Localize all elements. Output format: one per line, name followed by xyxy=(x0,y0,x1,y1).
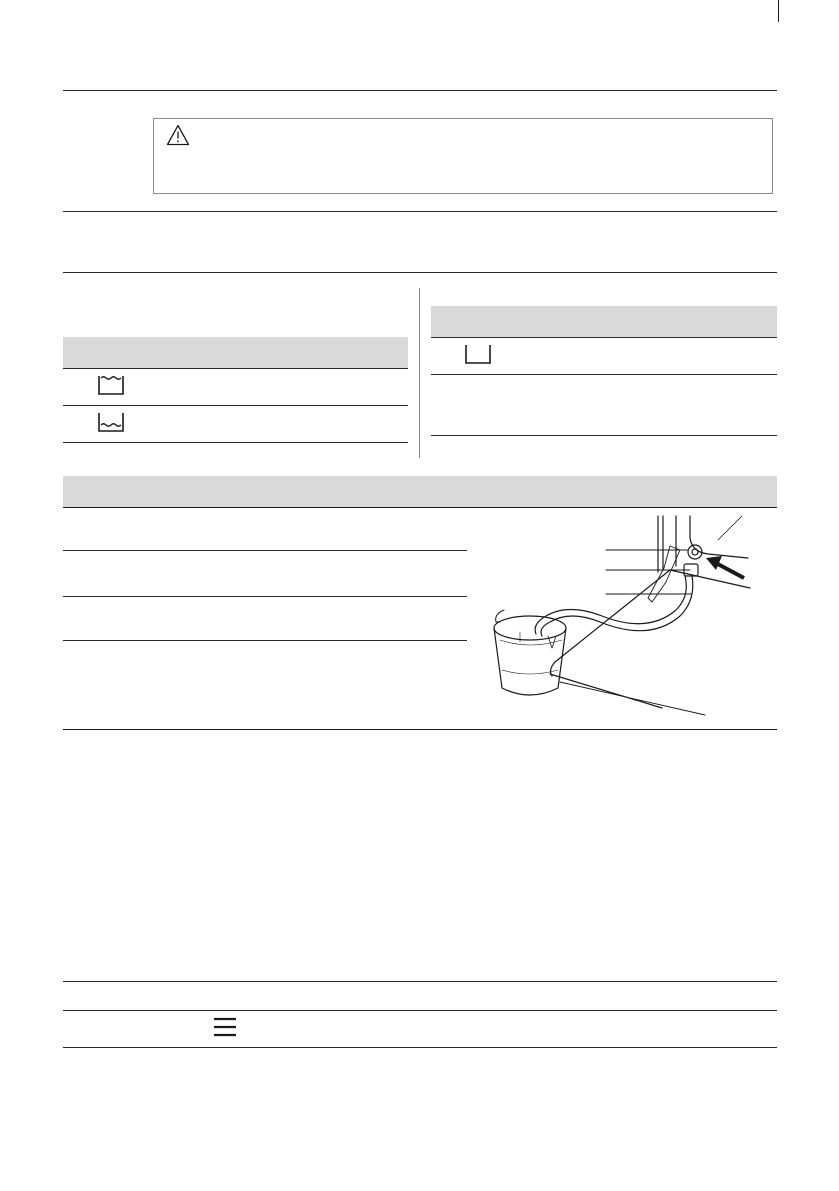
menu-icon xyxy=(213,1016,237,1038)
water-tank-empty-icon xyxy=(464,343,492,365)
procedure-row-rule-1 xyxy=(63,550,467,551)
left-table-header xyxy=(63,337,408,368)
procedure-table-header xyxy=(63,476,777,507)
page-edge-mark xyxy=(778,0,779,22)
bottom-rule-1 xyxy=(63,981,777,982)
bottom-rule-3 xyxy=(63,1047,777,1048)
drain-hose-illustration xyxy=(480,510,770,720)
left-table-rule-1 xyxy=(63,368,408,369)
procedure-table-header-rule xyxy=(63,507,777,508)
right-table-rule-2 xyxy=(431,374,777,375)
section-rule-2 xyxy=(63,211,777,212)
left-table-rule-3 xyxy=(63,442,408,443)
procedure-row-rule-3 xyxy=(63,640,467,641)
procedure-table-bottom-rule xyxy=(63,729,777,730)
warning-box xyxy=(153,118,773,194)
procedure-row-rule-2 xyxy=(63,596,467,597)
warning-triangle-icon xyxy=(166,124,190,146)
right-table-rule-3 xyxy=(431,435,777,436)
section-rule-top xyxy=(63,90,777,91)
right-table-header xyxy=(431,306,777,337)
right-table-rule-1 xyxy=(431,337,777,338)
water-tank-low-icon xyxy=(97,411,125,433)
section-rule-3 xyxy=(63,272,777,273)
water-tank-full-icon xyxy=(97,374,125,396)
left-table-rule-2 xyxy=(63,405,408,406)
column-divider xyxy=(419,288,420,458)
bottom-rule-2 xyxy=(63,1010,777,1011)
